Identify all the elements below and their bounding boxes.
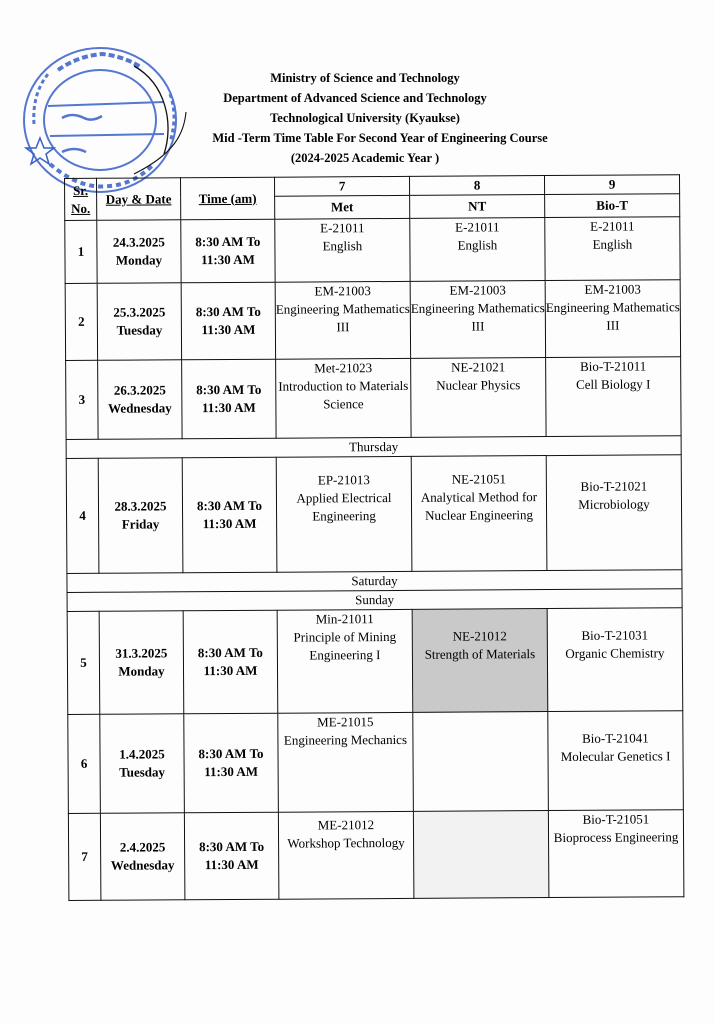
row-day-date bbox=[98, 458, 183, 574]
nt-subject-empty bbox=[413, 712, 549, 812]
exam-date: 31.3.2025 bbox=[115, 645, 168, 661]
subject-code: Met-21023 bbox=[314, 360, 373, 376]
subject-name: Nuclear Physics bbox=[436, 377, 521, 393]
document-header bbox=[150, 68, 580, 168]
department-title: Department of Advanced Science and Technology bbox=[223, 91, 487, 105]
subject-name: Microbiology bbox=[578, 496, 650, 512]
exam-date: 25.3.2025 bbox=[113, 304, 166, 320]
biot-subject bbox=[547, 608, 683, 712]
row-sr-no: 1 bbox=[65, 220, 97, 283]
subject-code: EP-21013 bbox=[317, 472, 370, 488]
subject-code: Min-21011 bbox=[315, 611, 374, 627]
subject-name: Strength of Materials bbox=[424, 646, 536, 662]
subject-code: E-21011 bbox=[320, 220, 365, 236]
subject-name: Bioprocess Engineering bbox=[553, 829, 679, 846]
time-start: 8:30 AM To bbox=[195, 233, 261, 250]
subject-code: EM-21003 bbox=[314, 283, 371, 299]
separator-label: Sunday bbox=[67, 589, 682, 612]
time-end: 11:30 AM bbox=[201, 251, 255, 268]
row-time bbox=[184, 713, 279, 813]
subject-code: ME-21012 bbox=[317, 817, 375, 833]
time-start: 8:30 AM To bbox=[199, 838, 265, 855]
biot-subject bbox=[548, 711, 684, 811]
row-sr-no: 2 bbox=[65, 283, 97, 360]
exam-timetable bbox=[64, 174, 684, 901]
subject-code: NE-21021 bbox=[451, 359, 506, 375]
academic-year: (2024-2025 Academic Year ) bbox=[290, 151, 440, 165]
subject-code: Bio-T-21041 bbox=[582, 730, 649, 746]
subject-name: English bbox=[592, 236, 633, 252]
met-subject bbox=[276, 358, 411, 438]
subject-name: Engineering Mathematics III bbox=[545, 299, 680, 333]
met-subject bbox=[278, 811, 414, 899]
time-start: 8:30 AM To bbox=[197, 644, 263, 661]
subject-code: ME-21015 bbox=[317, 714, 374, 730]
column-number-7: 7 bbox=[274, 176, 409, 196]
subject-code: E-21011 bbox=[455, 219, 500, 235]
department-met-header: Met bbox=[275, 195, 410, 219]
subject-name: English bbox=[322, 238, 363, 254]
nt-subject-empty bbox=[413, 811, 549, 899]
exam-day: Tuesday bbox=[119, 764, 166, 780]
row-day-date bbox=[97, 283, 181, 361]
subject-name: Introduction to Materials Science bbox=[278, 377, 409, 412]
met-subject bbox=[277, 609, 413, 713]
subject-code: EM-21003 bbox=[449, 282, 506, 298]
biot-subject bbox=[548, 810, 684, 898]
subject-code: Bio-T-21021 bbox=[580, 478, 648, 494]
nt-subject bbox=[411, 456, 547, 572]
time-end: 11:30 AM bbox=[204, 856, 259, 873]
exam-date: 1.4.2025 bbox=[119, 746, 165, 762]
separator-label: Thursday bbox=[66, 436, 681, 459]
row-sr-no: 3 bbox=[66, 360, 98, 439]
time-start: 8:30 AM To bbox=[196, 497, 263, 514]
subject-name: Analytical Method for Nuclear Engineering bbox=[420, 489, 538, 523]
subject-name: Principle of Mining Engineering I bbox=[293, 628, 397, 663]
met-subject bbox=[275, 218, 410, 282]
subject-code: NE-21051 bbox=[451, 471, 506, 487]
university-title: Technological University (Kyaukse) bbox=[270, 111, 460, 125]
row-time bbox=[182, 359, 276, 439]
exam-day: Tuesday bbox=[116, 322, 163, 338]
row-sr-no: 4 bbox=[66, 458, 99, 573]
nt-subject bbox=[410, 281, 545, 359]
day-date-header: Day & Date bbox=[97, 178, 181, 221]
time-end: 11:30 AM bbox=[201, 321, 256, 338]
department-biot-header: Bio-T bbox=[545, 194, 680, 218]
subject-name: Organic Chemistry bbox=[565, 645, 665, 661]
row-time bbox=[181, 219, 275, 283]
subject-name: Engineering Mathematics III bbox=[275, 300, 410, 335]
exam-day: Wednesday bbox=[108, 400, 172, 416]
subject-name: Molecular Genetics I bbox=[560, 748, 671, 764]
timetable-title: Mid -Term Time Table For Second Year of Engineering Course bbox=[212, 131, 548, 145]
exam-day: Monday bbox=[118, 663, 165, 679]
exam-date: 26.3.2025 bbox=[113, 382, 166, 398]
time-end: 11:30 AM bbox=[204, 763, 259, 780]
subject-code: NE-21012 bbox=[452, 628, 507, 644]
subject-code: EM-21003 bbox=[584, 281, 641, 297]
exam-day: Monday bbox=[115, 252, 163, 268]
row-day-date bbox=[99, 611, 184, 715]
met-subject bbox=[276, 456, 412, 572]
row-day-date bbox=[100, 813, 185, 901]
row-day-date bbox=[97, 220, 181, 284]
exam-date: 28.3.2025 bbox=[114, 498, 167, 514]
table-row bbox=[66, 357, 681, 440]
table-row bbox=[68, 810, 684, 901]
subject-name: Engineering Mathematics III bbox=[410, 300, 545, 334]
row-time bbox=[182, 457, 277, 573]
table-row bbox=[68, 711, 684, 814]
exam-day: Friday bbox=[121, 516, 160, 532]
table-row bbox=[65, 280, 680, 361]
row-sr-no: 7 bbox=[68, 813, 101, 900]
time-end: 11:30 AM bbox=[201, 399, 256, 416]
row-sr-no: 5 bbox=[67, 611, 100, 714]
time-start: 8:30 AM To bbox=[198, 745, 264, 762]
nt-subject bbox=[412, 609, 548, 713]
row-day-date bbox=[98, 360, 182, 440]
subject-name: Workshop Technology bbox=[287, 834, 405, 851]
table-row bbox=[65, 217, 680, 284]
exam-date: 2.4.2025 bbox=[119, 839, 166, 855]
time-end: 11:30 AM bbox=[203, 662, 258, 679]
row-time bbox=[184, 812, 279, 900]
exam-date: 24.3.2025 bbox=[112, 234, 165, 250]
met-subject bbox=[275, 281, 410, 359]
subject-name: Cell Biology I bbox=[576, 376, 651, 392]
table-row bbox=[67, 608, 683, 715]
nt-subject bbox=[411, 358, 546, 438]
ministry-title: Ministry of Science and Technology bbox=[270, 71, 460, 85]
column-number-8: 8 bbox=[409, 176, 544, 196]
subject-code: Bio-T-21031 bbox=[581, 627, 649, 643]
subject-name: Applied Electrical Engineering bbox=[296, 490, 392, 524]
exam-day: Wednesday bbox=[110, 857, 175, 873]
department-nt-header: NT bbox=[410, 195, 545, 219]
row-day-date bbox=[100, 714, 185, 814]
biot-subject bbox=[546, 455, 682, 571]
subject-code: E-21011 bbox=[590, 218, 635, 234]
subject-name bbox=[414, 811, 548, 812]
subject-code: Bio-T-21051 bbox=[582, 811, 650, 827]
table-row bbox=[66, 455, 682, 574]
sr-no-header: Sr. No. bbox=[65, 178, 97, 220]
subject-code: Bio-T-21011 bbox=[580, 358, 647, 374]
row-time bbox=[183, 610, 278, 714]
subject-code bbox=[414, 811, 548, 812]
subject-name: English bbox=[457, 237, 498, 253]
time-start: 8:30 AM To bbox=[196, 381, 262, 398]
column-number-9: 9 bbox=[544, 175, 679, 195]
time-header: Time (am) bbox=[181, 177, 275, 220]
nt-subject bbox=[410, 218, 545, 282]
subject-code bbox=[413, 712, 547, 713]
separator-label: Saturday bbox=[67, 570, 682, 593]
subject-name: Engineering Mechanics bbox=[283, 731, 408, 748]
time-end: 11:30 AM bbox=[202, 515, 257, 532]
time-start: 8:30 AM To bbox=[195, 303, 261, 320]
row-time bbox=[181, 282, 275, 360]
biot-subject bbox=[545, 217, 680, 281]
subject-name bbox=[413, 712, 547, 713]
biot-subject bbox=[546, 357, 681, 437]
met-subject bbox=[278, 712, 414, 812]
biot-subject bbox=[545, 280, 680, 358]
row-sr-no: 6 bbox=[68, 714, 101, 813]
